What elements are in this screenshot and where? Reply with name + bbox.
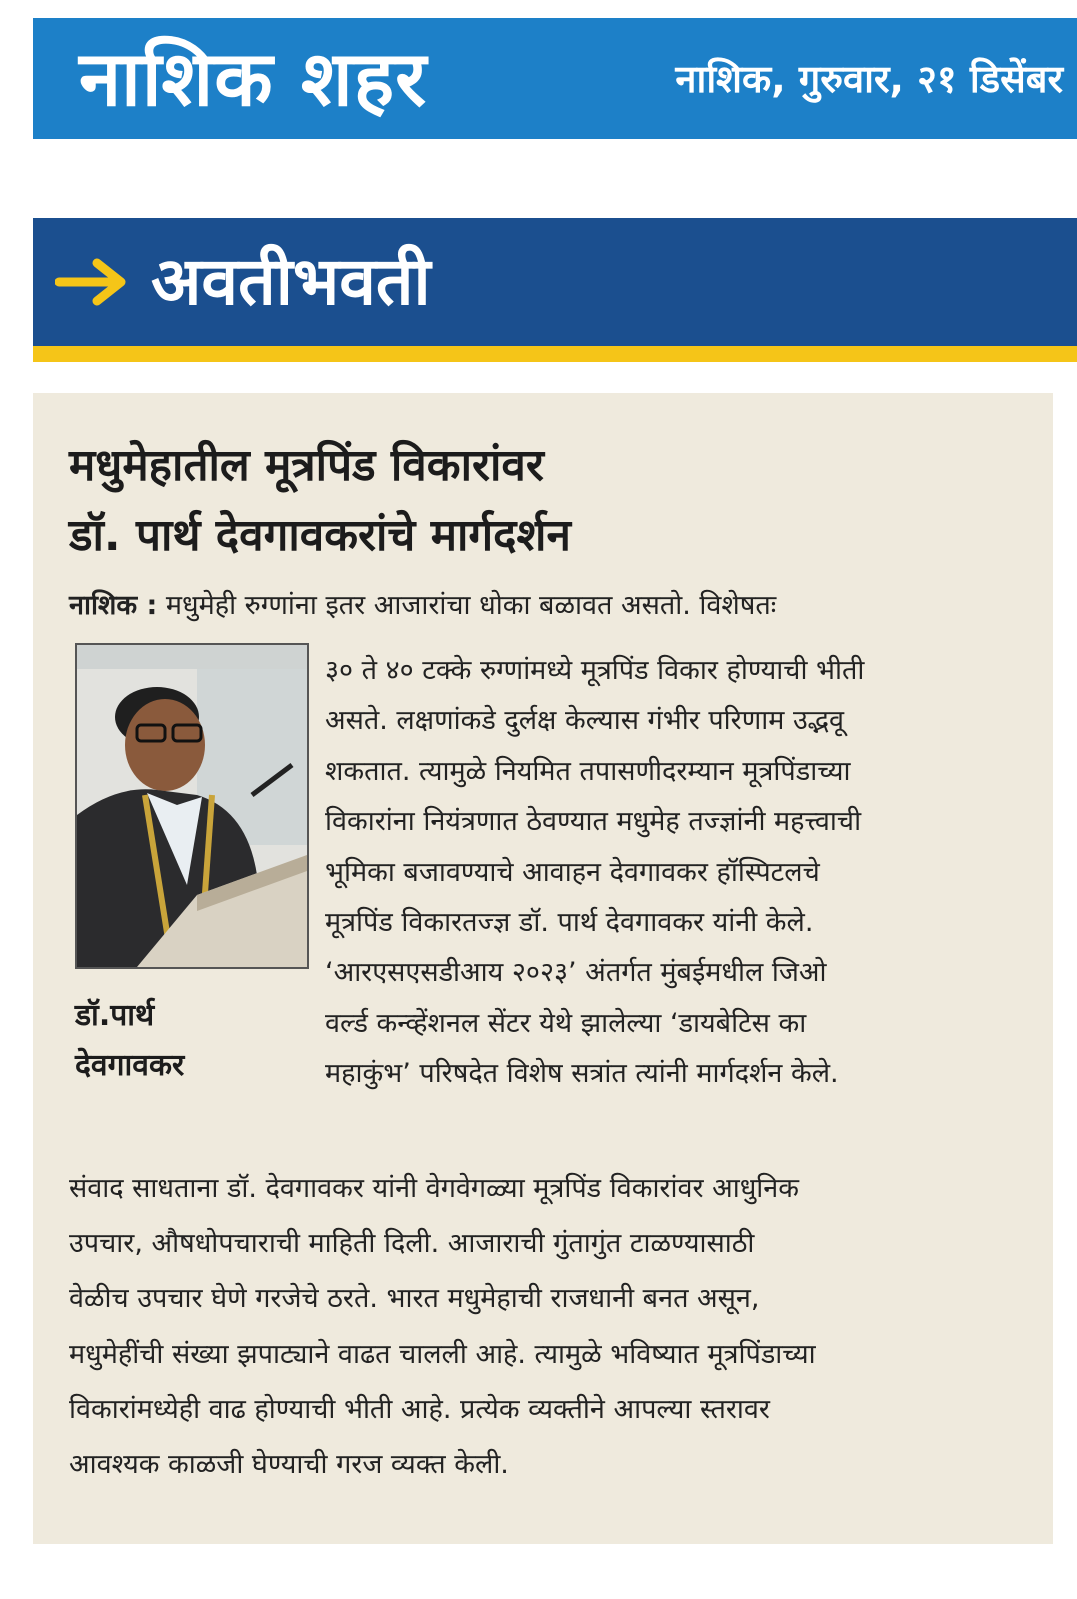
article-lead bbox=[69, 586, 776, 626]
text-line: मधुमेहींची संख्या झपाट्याने वाढत चालली आहे. त्यामुळे भविष्यात मूत्रपिंडाच्या bbox=[69, 1338, 816, 1370]
article bbox=[33, 393, 1053, 1544]
headline-line: मधुमेहातील मूत्रपिंड विकारांवर bbox=[69, 440, 544, 491]
section-divider bbox=[33, 346, 1077, 362]
section-bar bbox=[33, 218, 1077, 346]
dateline-city: नाशिक : bbox=[69, 590, 158, 621]
speaker-photo-illustration bbox=[77, 645, 307, 967]
text-line: वेळीच उपचार घेणे गरजेचे ठरते. भारत मधुमेहाची राजधानी बनत असून, bbox=[69, 1283, 760, 1315]
masthead bbox=[33, 18, 1077, 139]
article-body-text bbox=[69, 1161, 1029, 1492]
article-headline bbox=[69, 431, 1029, 571]
caption-line: देवगावकर bbox=[75, 1048, 185, 1083]
text-line: आवश्यक काळजी घेण्याची गरज व्यक्त केली. bbox=[69, 1449, 509, 1481]
text-line: उपचार, औषधोपचाराची माहिती दिली. आजाराची गुंतागुंत टाळण्यासाठी bbox=[69, 1228, 755, 1260]
text-line: मूत्रपिंड विकारतज्ज्ञ डॉ. पार्थ देवगावकर यांनी केले. bbox=[325, 907, 814, 939]
text-line: विकारांमध्येही वाढ होण्याची भीती आहे. प्रत्येक व्यक्तीने आपल्या स्तरावर bbox=[69, 1393, 770, 1425]
section-title: अवतीभवती bbox=[151, 243, 431, 320]
text-line: विकारांना नियंत्रणात ठेवण्यात मधुमेह तज्ज्ञांनी महत्त्वाची bbox=[325, 806, 862, 838]
text-line: असते. लक्षणांकडे दुर्लक्ष केल्यास गंभीर परिणाम उद्भवू bbox=[325, 705, 845, 737]
masthead-dateline: नाशिक, गुरुवार, २१ डिसेंबर bbox=[675, 56, 1063, 101]
text-line: शकतात. त्यामुळे नियमित तपासणीदरम्यान मूत्रपिंडाच्या bbox=[325, 755, 851, 787]
text-line: ‘आरएसएसडीआय २०२३’ अंतर्गत मुंबईमधील जिओ bbox=[325, 957, 827, 989]
speaker-photo bbox=[75, 643, 309, 969]
masthead-section-name: नाशिक शहर bbox=[79, 33, 428, 123]
headline-line: डॉ. पार्थ देवगावकरांचे मार्गदर्शन bbox=[69, 510, 571, 561]
lead-text: मधुमेही रुग्णांना इतर आजारांचा धोका बळावत असतो. विशेषतः bbox=[157, 590, 777, 621]
caption-line: डॉ.पार्थ bbox=[75, 998, 155, 1033]
text-line: महाकुंभ’ परिषदेत विशेष सत्रांत त्यांनी मार्गदर्शन केले. bbox=[325, 1058, 839, 1090]
article-column-text bbox=[325, 646, 1025, 1100]
text-line: भूमिका बजावण्याचे आवाहन देवगावकर हॉस्पिटलचे bbox=[325, 856, 820, 888]
text-line: संवाद साधताना डॉ. देवगावकर यांनी वेगवेगळ्या मूत्रपिंड विकारांवर आधुनिक bbox=[69, 1173, 800, 1204]
arrow-right-icon bbox=[55, 257, 133, 307]
text-line: ३० ते ४० टक्के रुग्णांमध्ये मूत्रपिंड विकार होण्याची भीती bbox=[325, 655, 865, 686]
photo-caption bbox=[75, 991, 305, 1091]
text-line: वर्ल्ड कन्व्हेंशनल सेंटर येथे झालेल्या ‘डायबेटिस का bbox=[325, 1007, 807, 1039]
